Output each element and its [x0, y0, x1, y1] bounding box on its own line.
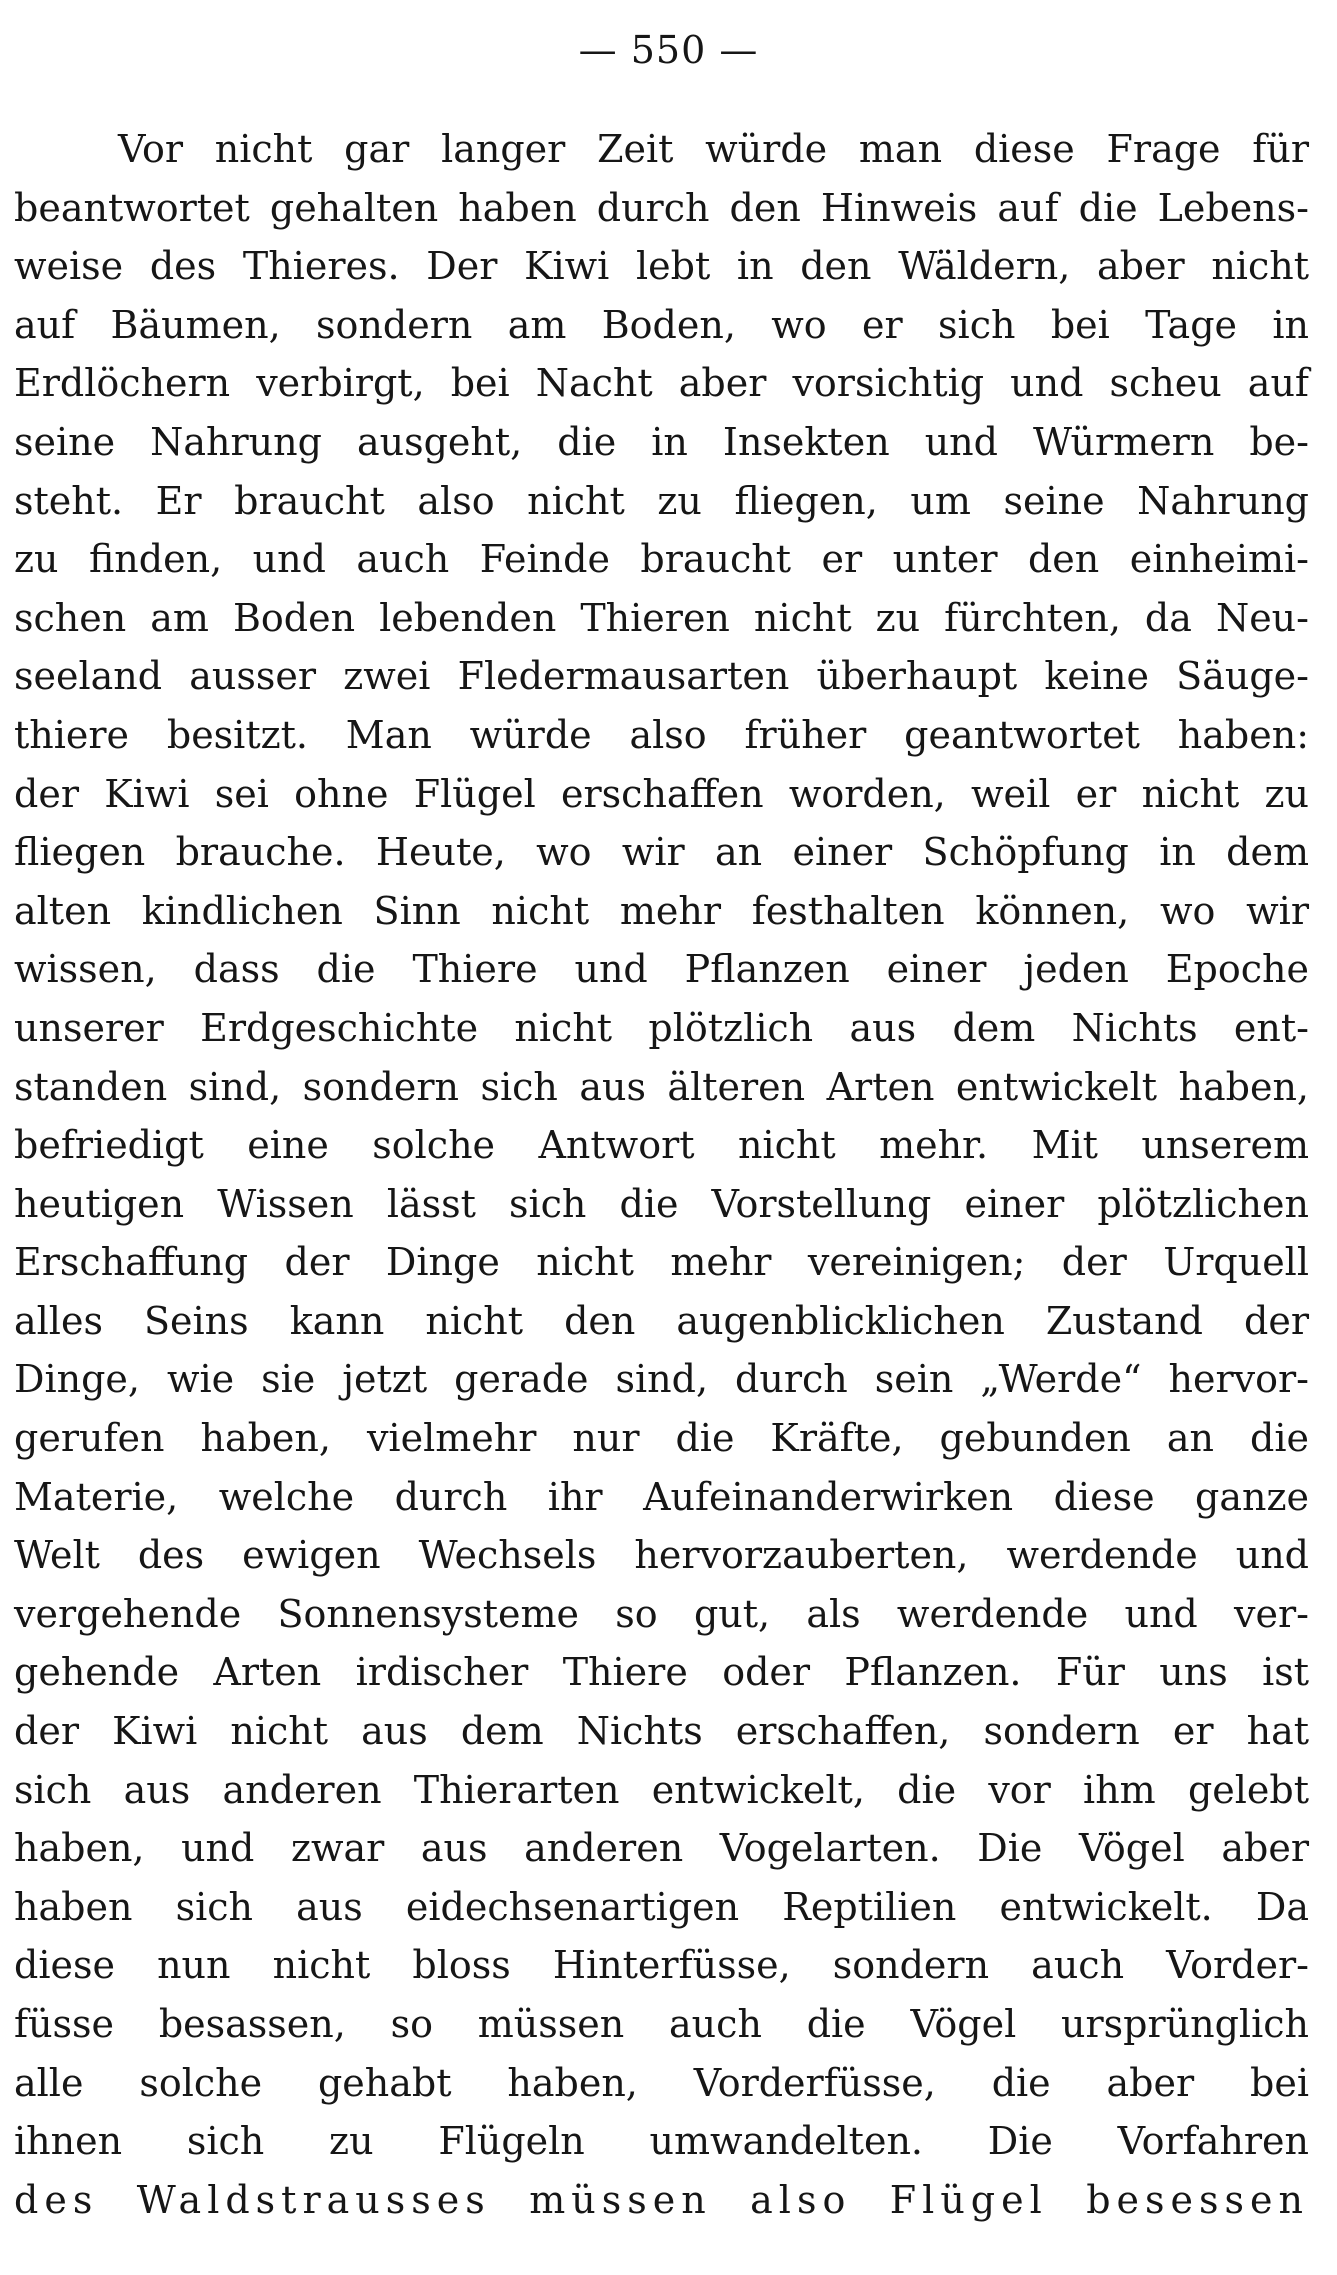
text-line: diese nun nicht bloss Hinterfüsse, sondern auch Vorder- — [14, 1943, 1309, 1988]
text-line: Erschaffung der Dinge nicht mehr vereinigen; der Urquell — [14, 1240, 1309, 1285]
text-line: seeland ausser zwei Fledermausarten überhaupt keine Säuge- — [14, 654, 1309, 699]
text-line: vergehende Sonnensysteme so gut, als werdende und ver- — [14, 1591, 1309, 1636]
text-line: zu finden, und auch Feinde braucht er unter den einheimi- — [14, 537, 1309, 582]
text-line: gerufen haben, vielmehr nur die Kräfte, gebunden an die — [14, 1416, 1309, 1461]
text-line: fliegen brauche. Heute, wo wir an einer Schöpfung in dem — [14, 830, 1309, 875]
text-line: füsse besassen, so müssen auch die Vögel ursprünglich — [14, 2002, 1309, 2046]
text-line: seine Nahrung ausgeht, die in Insekten und Würmern be- — [14, 419, 1309, 464]
text-line: des Waldstrausses müssen also Flügel besessen — [14, 2177, 1309, 2222]
text-line: alle solche gehabt haben, Vorderfüsse, die aber bei — [14, 2060, 1309, 2105]
text-line: Materie, welche durch ihr Aufeinanderwirken diese ganze — [14, 1474, 1309, 1519]
text-line: thiere besitzt. Man würde also früher geantwortet haben: — [14, 712, 1309, 757]
text-line: standen sind, sondern sich aus älteren Arten entwickelt haben, — [14, 1064, 1309, 1109]
text-line: steht. Er braucht also nicht zu fliegen, um seine Nahrung — [14, 478, 1309, 523]
text-line: unserer Erdgeschichte nicht plötzlich aus dem Nichts ent- — [14, 1005, 1309, 1050]
text-line: Vor nicht gar langer Zeit würde man diese Frage für — [118, 127, 1309, 171]
text-line: wissen, dass die Thiere und Pflanzen einer jeden Epoche — [14, 947, 1309, 992]
text-line: auf Bäumen, sondern am Boden, wo er sich bei Tage in — [14, 302, 1309, 347]
text-line: der Kiwi sei ohne Flügel erschaffen worden, weil er nicht zu — [14, 771, 1309, 816]
text-line: haben, und zwar aus anderen Vogelarten. Die Vögel aber — [14, 1826, 1309, 1871]
text-line: beantwortet gehalten haben durch den Hinweis auf die Lebens- — [14, 185, 1309, 230]
text-line: schen am Boden lebenden Thieren nicht zu fürchten, da Neu- — [14, 595, 1309, 640]
text-line: weise des Thieres. Der Kiwi lebt in den Wäldern, aber nicht — [14, 244, 1309, 289]
text-line: sich aus anderen Thierarten entwickelt, die vor ihm gelebt — [14, 1767, 1309, 1812]
text-line: heutigen Wissen lässt sich die Vorstellung einer plötzlichen — [14, 1181, 1309, 1226]
text-line: ihnen sich zu Flügeln umwandelten. Die Vorfahren — [14, 2119, 1309, 2164]
text-line: Welt des ewigen Wechsels hervorzauberten, werdende und — [14, 1533, 1309, 1578]
text-line: der Kiwi nicht aus dem Nichts erschaffen, sondern er hat — [14, 1709, 1309, 1754]
text-line: gehende Arten irdischer Thiere oder Pflanzen. Für uns ist — [14, 1650, 1309, 1695]
text-line: alles Seins kann nicht den augenblicklichen Zustand der — [14, 1298, 1309, 1343]
body-text — [14, 120, 1309, 2229]
text-line: alten kindlichen Sinn nicht mehr festhalten können, wo wir — [14, 888, 1309, 933]
text-line: haben sich aus eidechsenartigen Reptilien entwickelt. Da — [14, 1884, 1309, 1929]
text-line: Dinge, wie sie jetzt gerade sind, durch sein „Werde“ hervor- — [14, 1357, 1309, 1402]
text-line: befriedigt eine solche Antwort nicht mehr. Mit unserem — [14, 1123, 1309, 1168]
text-line: Erdlöchern verbirgt, bei Nacht aber vorsichtig und scheu auf — [14, 361, 1309, 406]
page-number: — 550 — — [578, 28, 759, 72]
